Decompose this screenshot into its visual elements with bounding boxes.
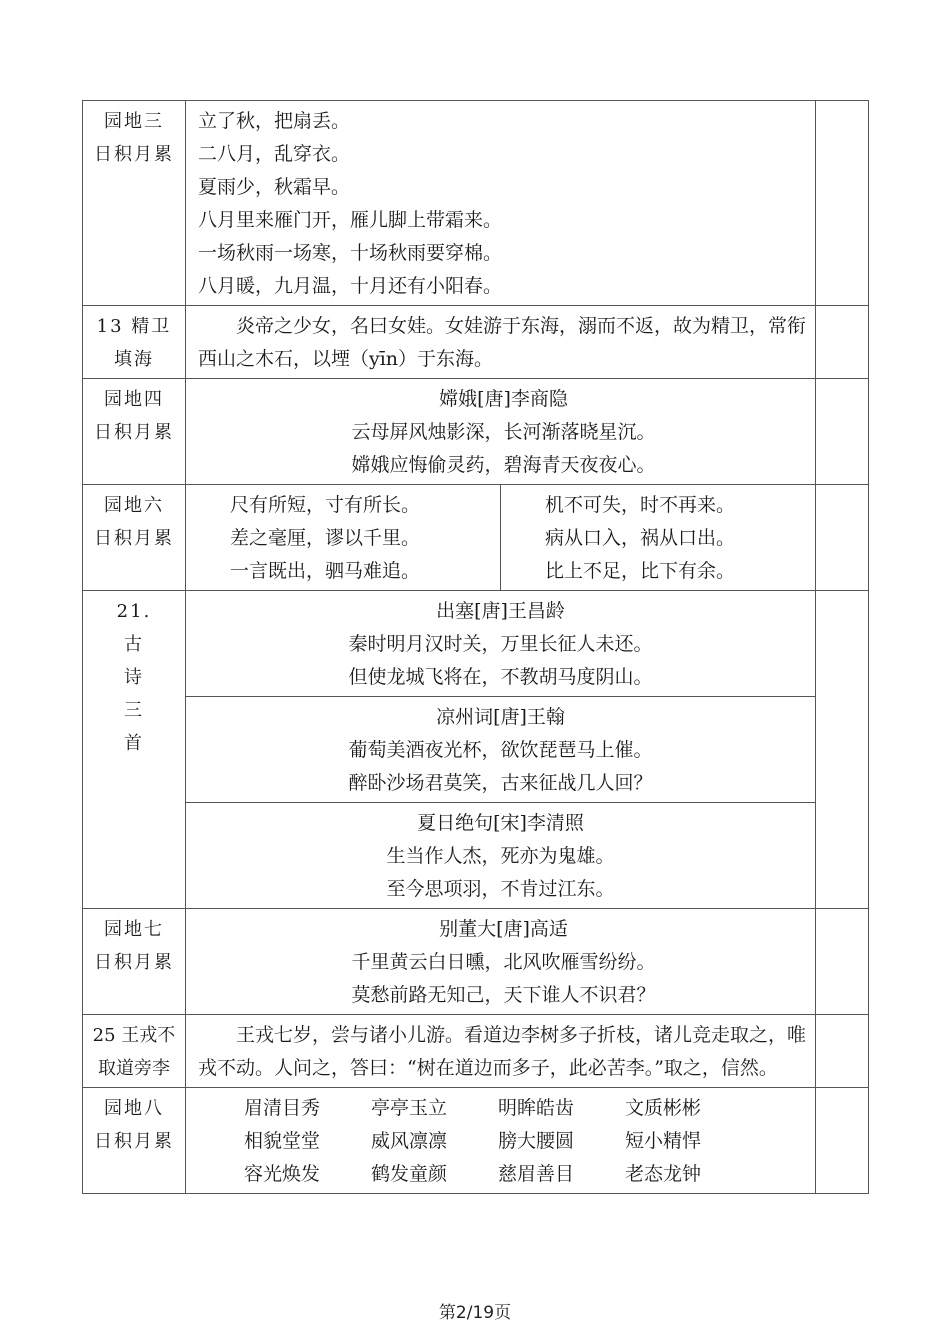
- blank-cell: [816, 909, 869, 1015]
- blank-cell: [816, 1015, 869, 1088]
- row-label: 21. 古 诗 三 首: [83, 591, 186, 909]
- blank-cell: [816, 306, 869, 379]
- text-line: 二八月，乱穿衣。: [198, 143, 351, 165]
- poem-line: 生当作人杰，死亦为鬼雄。: [386, 845, 615, 867]
- row-label: 园地三 日积月累: [83, 101, 186, 306]
- row-label: 园地四 日积月累: [83, 379, 186, 485]
- idiom-row: [186, 1092, 809, 1125]
- table-row: [83, 1015, 869, 1088]
- idiom: 威风凛凛: [371, 1130, 448, 1152]
- table-row: [83, 306, 869, 379]
- idiom: 短小精悍: [625, 1130, 702, 1152]
- text-line: 八月暖，九月温，十月还有小阳春。: [198, 275, 503, 297]
- idiom: 容光焕发: [244, 1163, 321, 1185]
- table-row: [83, 909, 869, 1015]
- blank-cell: [816, 379, 869, 485]
- poem-line: 莫愁前路无知己，天下谁人不识君？: [351, 984, 656, 1006]
- poem-block: [186, 591, 815, 696]
- idiom: 相貌堂堂: [244, 1130, 321, 1152]
- table-row: [83, 591, 869, 909]
- classical-text: 炎帝之少女，名曰女娃。女娃游于东海，溺而不返，故为精卫，常衔西山之木石，以堙（yīn）于东海。: [198, 315, 807, 370]
- row-label: 园地七 日积月累: [83, 909, 186, 1015]
- row-content: [186, 101, 816, 306]
- proverb-grid: [186, 485, 815, 590]
- poem-title: 出塞[唐]王昌龄: [436, 600, 565, 622]
- proverb-column-right: 机不可失，时不再来。 病从口入，祸从口出。 比上不足，比下有余。: [545, 494, 736, 582]
- row-content: [186, 306, 816, 379]
- idiom: 眉清目秀: [244, 1097, 321, 1119]
- poem-title: 凉州词[唐]王翰: [436, 706, 565, 728]
- poem-title: 别董大[唐]高适: [439, 918, 568, 940]
- table-row: [83, 379, 869, 485]
- proverb-cell: [186, 485, 816, 591]
- row-label: 园地八 日积月累: [83, 1088, 186, 1194]
- poem-line: 但使龙城飞将在，不教胡马度阴山。: [348, 666, 653, 688]
- idiom: 老态龙钟: [625, 1163, 702, 1185]
- idiom: 文质彬彬: [625, 1097, 702, 1119]
- row-label: 13 精卫 填海: [83, 306, 186, 379]
- proverb-column-left: 尺有所短，寸有所长。 差之毫厘，谬以千里。 一言既出，驷马难追。: [186, 485, 501, 590]
- poem-line: 醉卧沙场君莫笑，古来征战几人回？: [348, 772, 653, 794]
- poem-line: 云母屏风烛影深，长河渐落晓星沉。: [351, 421, 656, 443]
- poem-title: 夏日绝句[宋]李清照: [417, 812, 584, 834]
- poem-line: 至今思项羽，不肯过江东。: [386, 878, 615, 900]
- idiom: 明眸皓齿: [498, 1097, 575, 1119]
- idiom-cell: [186, 1088, 816, 1194]
- blank-cell: [816, 1088, 869, 1194]
- blank-cell: [816, 485, 869, 591]
- poem-cell: [186, 379, 816, 485]
- text-line: 一场秋雨一场寒，十场秋雨要穿棉。: [198, 242, 503, 264]
- classical-text: 王戎七岁，尝与诸小儿游。看道边李树多子折枝，诸儿竞走取之，唯戎不动。人问之，答曰：“树在道边而多子，此必苦李。”取之，信然。: [198, 1024, 807, 1079]
- poem-line: 嫦娥应悔偷灵药，碧海青天夜夜心。: [351, 454, 656, 476]
- row-content: [186, 1015, 816, 1088]
- page-number: 第2/19页: [438, 1303, 512, 1323]
- idiom: 膀大腰圆: [498, 1130, 575, 1152]
- poems-cell: [186, 591, 816, 909]
- row-label: 园地六 日积月累: [83, 485, 186, 591]
- poem-line: 千里黄云白日曛，北风吹雁雪纷纷。: [351, 951, 656, 973]
- text-line: 夏雨少，秋霜早。: [198, 176, 351, 198]
- idiom: 亭亭玉立: [371, 1097, 448, 1119]
- idiom-row: [186, 1125, 809, 1158]
- blank-cell: [816, 591, 869, 909]
- idiom: 慈眉善目: [498, 1163, 575, 1185]
- idiom: 鹤发童颜: [371, 1163, 448, 1185]
- poem-block: [186, 802, 815, 908]
- poem-line: 秦时明月汉时关，万里长征人未还。: [348, 633, 653, 655]
- table-row: [83, 485, 869, 591]
- poem-cell: [186, 909, 816, 1015]
- table-row: [83, 101, 869, 306]
- text-line: 立了秋，把扇丢。: [198, 110, 351, 132]
- text-line: 八月里来雁门开，雁儿脚上带霜来。: [198, 209, 503, 231]
- poem-line: 葡萄美酒夜光杯，欲饮琵琶马上催。: [348, 739, 653, 761]
- content-table: [82, 100, 869, 1194]
- table-row: [83, 1088, 869, 1194]
- idiom-row: [186, 1158, 809, 1191]
- poem-title: 嫦娥[唐]李商隐: [439, 388, 568, 410]
- poem-block: [186, 696, 815, 802]
- blank-cell: [816, 101, 869, 306]
- row-label: 25 王戎不 取道旁李: [83, 1015, 186, 1088]
